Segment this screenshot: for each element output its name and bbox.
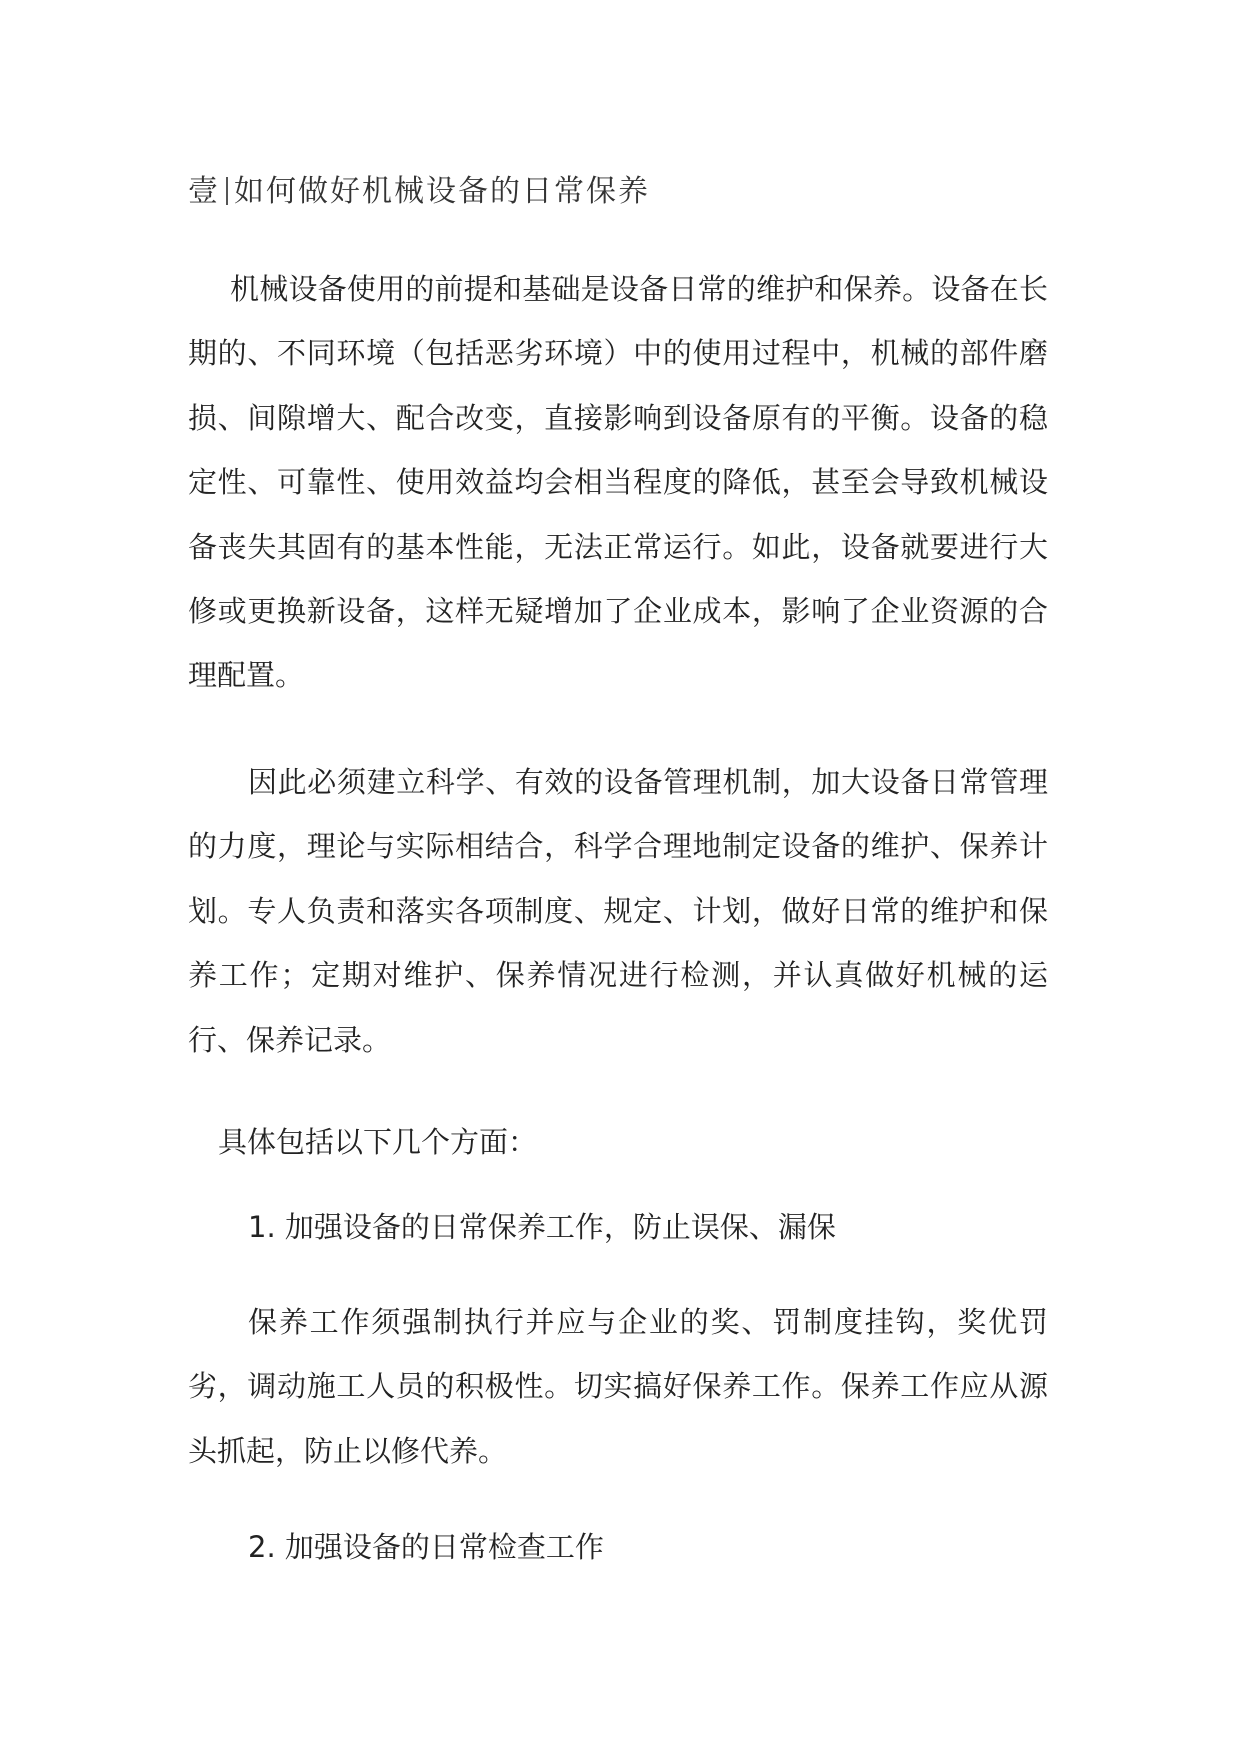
intro-paragraph: 机械设备使用的前提和基础是设备日常的维护和保养。设备在长期的、不同环境（包括恶劣环境）中的使用过程中，机械的部件磨损、间隙增大、配合改变，直接影响到设备原有的平衡。设备的稳定性、可靠性、使用效益均会相当程度的降低，甚至会导致机械设备丧失其固有的基本性能，无法正常运行。如此，设备就要进行大修或更换新设备，这样无疑增加了企业成本，影响了企业资源的合理配置。	[188, 272, 1048, 693]
maintenance-paragraph: 保养工作须强制执行并应与企业的奖、罚制度挂钩，奖优罚劣，调动施工人员的积极性。切实搞好保养工作。保养工作应从源头抓起，防止以修代养。	[188, 1305, 1048, 1468]
aspects-intro: 具体包括以下几个方面：	[218, 1125, 538, 1159]
heading-separator	[226, 177, 228, 205]
section-title: 如何做好机械设备的日常保养	[234, 174, 650, 209]
section-heading	[188, 172, 650, 212]
section-number: 壹	[188, 174, 220, 209]
list-item-1-heading: 1. 加强设备的日常保养工作，防止误保、漏保	[248, 1210, 836, 1244]
management-paragraph: 因此必须建立科学、有效的设备管理机制，加大设备日常管理的力度，理论与实际相结合，科学合理地制定设备的维护、保养计划。专人负责和落实各项制度、规定、计划，做好日常的维护和保养工作；定期对维护、保养情况进行检测，并认真做好机械的运行、保养记录。	[188, 765, 1048, 1057]
list-item-2-heading: 2. 加强设备的日常检查工作	[248, 1530, 604, 1564]
